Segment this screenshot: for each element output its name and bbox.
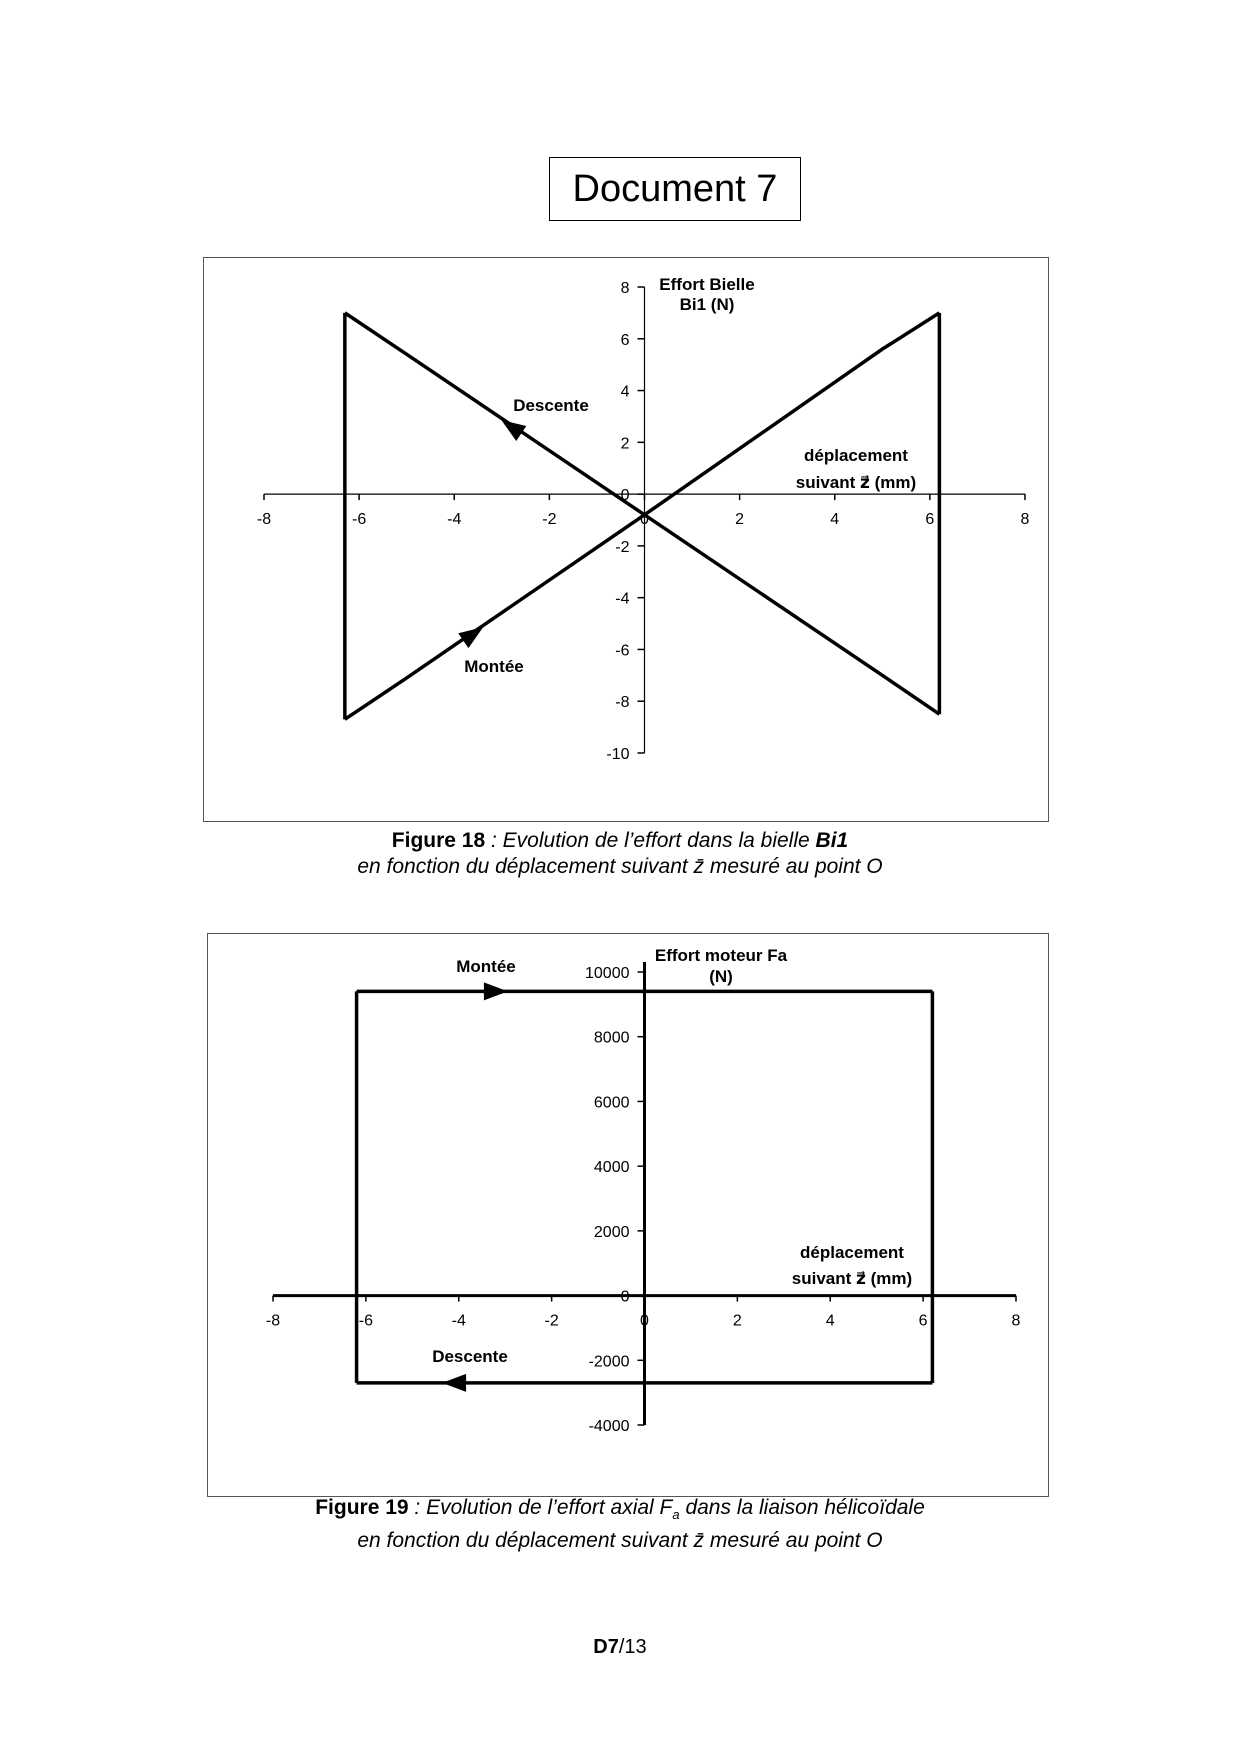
x-tick-label: 6 [925, 511, 935, 529]
y-axis-label: Effort moteur Fa [654, 946, 788, 965]
figure-19-caption [0, 1495, 1240, 1554]
x-tick-label: 4 [825, 1312, 835, 1330]
y-tick-label: -6 [615, 642, 630, 660]
y-tick-label: 6 [620, 331, 630, 349]
y-tick-label: -4 [615, 590, 630, 608]
y-tick-label: 4000 [593, 1159, 630, 1177]
x-tick-label: -6 [358, 1312, 373, 1330]
annotation-label: Montée [456, 957, 516, 976]
y-tick-label: -10 [606, 746, 630, 763]
x-axis-label: suivant z⃗ (mm) [795, 473, 917, 492]
document-title: Document 7 [549, 157, 801, 221]
caption-text: : Evolution de l’effort axial F [408, 1496, 673, 1519]
x-axis-label: déplacement [800, 1243, 904, 1262]
x-tick-label: 4 [830, 511, 840, 529]
y-tick-label: -4000 [588, 1418, 630, 1435]
x-tick-label: 2 [732, 1312, 742, 1330]
caption-line2: en fonction du déplacement suivant z̄ mesuré au point O [357, 1529, 883, 1553]
y-tick-label: 6000 [593, 1094, 630, 1112]
caption-text2: dans la liaison hélicoïdale [679, 1496, 925, 1519]
y-tick-label: 10000 [585, 965, 630, 982]
y-axis-label: Effort Bielle [659, 275, 755, 294]
caption-label: Figure 18 [391, 829, 486, 852]
x-axis-label: suivant z⃗ (mm) [791, 1269, 913, 1288]
x-tick-label: 8 [1020, 511, 1030, 529]
y-tick-label: 4 [620, 383, 630, 401]
x-tick-label: -4 [451, 1312, 466, 1330]
y-tick-label: -2000 [588, 1353, 630, 1371]
annotation-label: Montée [464, 657, 524, 676]
page-number-bold: D7 [593, 1636, 619, 1658]
caption-label: Figure 19 [315, 1496, 409, 1519]
y-axis-label: (N) [709, 967, 733, 986]
annotation-label: Descente [513, 396, 589, 415]
x-tick-label: 8 [1011, 1312, 1021, 1330]
direction-arrow-icon [484, 982, 508, 1000]
y-tick-label: 0 [620, 487, 630, 505]
x-tick-label: -6 [352, 511, 367, 529]
x-tick-label: -2 [544, 1312, 559, 1330]
caption-sub: a [672, 1507, 680, 1523]
x-axis-label: déplacement [804, 446, 908, 465]
y-tick-label: 2 [620, 435, 630, 453]
x-tick-label: 2 [735, 511, 745, 529]
annotation-label: Descente [432, 1347, 508, 1366]
x-tick-label: -8 [265, 1312, 281, 1330]
direction-arrow-icon [442, 1374, 466, 1392]
y-axis-label: Bi1 (N) [679, 295, 735, 314]
figure-18-caption [0, 828, 1240, 880]
y-tick-label: 8 [620, 280, 630, 297]
y-tick-label: 8000 [593, 1029, 630, 1047]
y-tick-label: 0 [620, 1288, 630, 1306]
y-tick-label: -8 [615, 694, 630, 712]
x-tick-label: 0 [640, 511, 649, 529]
y-tick-label: -2 [615, 538, 630, 556]
y-tick-label: 2000 [593, 1223, 630, 1241]
page-number [0, 1636, 1240, 1659]
x-tick-label: -2 [542, 511, 557, 529]
caption-bold: Bi1 [815, 829, 849, 852]
x-tick-label: -4 [447, 511, 462, 529]
x-tick-label: -8 [256, 511, 272, 529]
x-tick-label: 6 [918, 1312, 928, 1330]
caption-line2: en fonction du déplacement suivant z̄ mesuré au point O [357, 855, 883, 878]
x-tick-label: 0 [640, 1312, 649, 1330]
page-number-rest: /13 [618, 1636, 647, 1658]
caption-text: : Evolution de l’effort dans la bielle [485, 829, 816, 852]
